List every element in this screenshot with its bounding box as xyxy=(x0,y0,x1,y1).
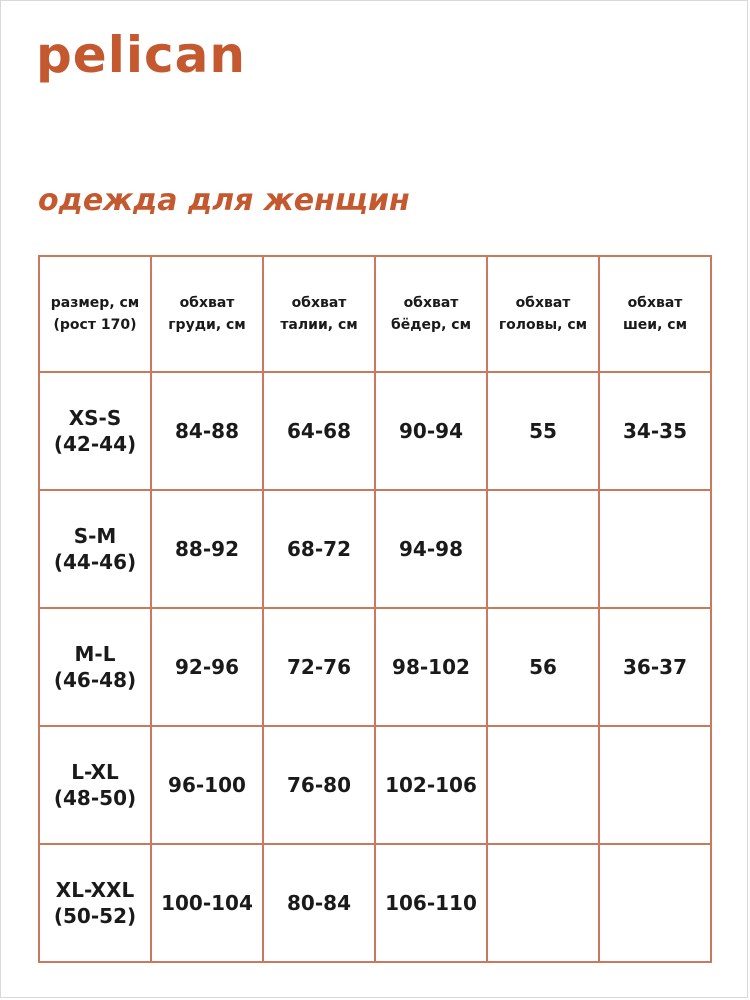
size-chart-table xyxy=(38,255,712,963)
header-chest xyxy=(151,256,263,372)
table-row xyxy=(39,844,711,962)
size-ru-label: (44-46) xyxy=(53,550,137,574)
neck-cell xyxy=(599,844,711,962)
header-head-line2: головы, см xyxy=(498,317,588,333)
header-size-line1: размер, см xyxy=(50,295,140,311)
table-header-row xyxy=(39,256,711,372)
size-label: S-M xyxy=(73,524,117,548)
head-cell xyxy=(487,844,599,962)
header-neck-line1: обхват xyxy=(627,295,683,311)
size-label: M-L xyxy=(74,642,116,666)
waist-cell: 80-84 xyxy=(263,844,375,962)
header-neck xyxy=(599,256,711,372)
size-label: XS-S xyxy=(68,406,122,430)
neck-cell: 36-37 xyxy=(599,608,711,726)
header-hips xyxy=(375,256,487,372)
waist-cell: 76-80 xyxy=(263,726,375,844)
size-cell xyxy=(39,372,151,490)
header-neck-line2: шеи, см xyxy=(622,317,688,333)
neck-cell xyxy=(599,726,711,844)
header-hips-line2: бёдер, см xyxy=(390,317,472,333)
size-cell xyxy=(39,608,151,726)
head-cell: 55 xyxy=(487,372,599,490)
hips-cell: 106-110 xyxy=(375,844,487,962)
neck-cell xyxy=(599,490,711,608)
header-head xyxy=(487,256,599,372)
hips-cell: 98-102 xyxy=(375,608,487,726)
brand-logo: pelican xyxy=(36,26,246,84)
head-cell: 56 xyxy=(487,608,599,726)
header-chest-line1: обхват xyxy=(179,295,235,311)
size-ru-label: (48-50) xyxy=(53,786,137,810)
size-label: L-XL xyxy=(71,760,119,784)
neck-cell: 34-35 xyxy=(599,372,711,490)
header-hips-line1: обхват xyxy=(403,295,459,311)
header-size xyxy=(39,256,151,372)
head-cell xyxy=(487,726,599,844)
page-subtitle: одежда для женщин xyxy=(38,183,410,218)
header-waist xyxy=(263,256,375,372)
size-label: XL-XXL xyxy=(55,878,135,902)
hips-cell: 102-106 xyxy=(375,726,487,844)
chest-cell: 88-92 xyxy=(151,490,263,608)
table-row xyxy=(39,372,711,490)
header-head-line1: обхват xyxy=(515,295,571,311)
waist-cell: 64-68 xyxy=(263,372,375,490)
table-row xyxy=(39,490,711,608)
header-chest-line2: груди, см xyxy=(168,317,246,333)
chest-cell: 92-96 xyxy=(151,608,263,726)
size-cell xyxy=(39,844,151,962)
size-cell xyxy=(39,490,151,608)
table-row xyxy=(39,608,711,726)
table-row xyxy=(39,726,711,844)
chest-cell: 84-88 xyxy=(151,372,263,490)
chest-cell: 100-104 xyxy=(151,844,263,962)
size-ru-label: (42-44) xyxy=(53,432,137,456)
hips-cell: 94-98 xyxy=(375,490,487,608)
head-cell xyxy=(487,490,599,608)
hips-cell: 90-94 xyxy=(375,372,487,490)
size-ru-label: (46-48) xyxy=(53,668,137,692)
header-size-line2: (рост 170) xyxy=(53,317,137,333)
chest-cell: 96-100 xyxy=(151,726,263,844)
size-ru-label: (50-52) xyxy=(53,904,137,928)
waist-cell: 72-76 xyxy=(263,608,375,726)
size-cell xyxy=(39,726,151,844)
waist-cell: 68-72 xyxy=(263,490,375,608)
header-waist-line2: талии, см xyxy=(280,317,358,333)
header-waist-line1: обхват xyxy=(291,295,347,311)
